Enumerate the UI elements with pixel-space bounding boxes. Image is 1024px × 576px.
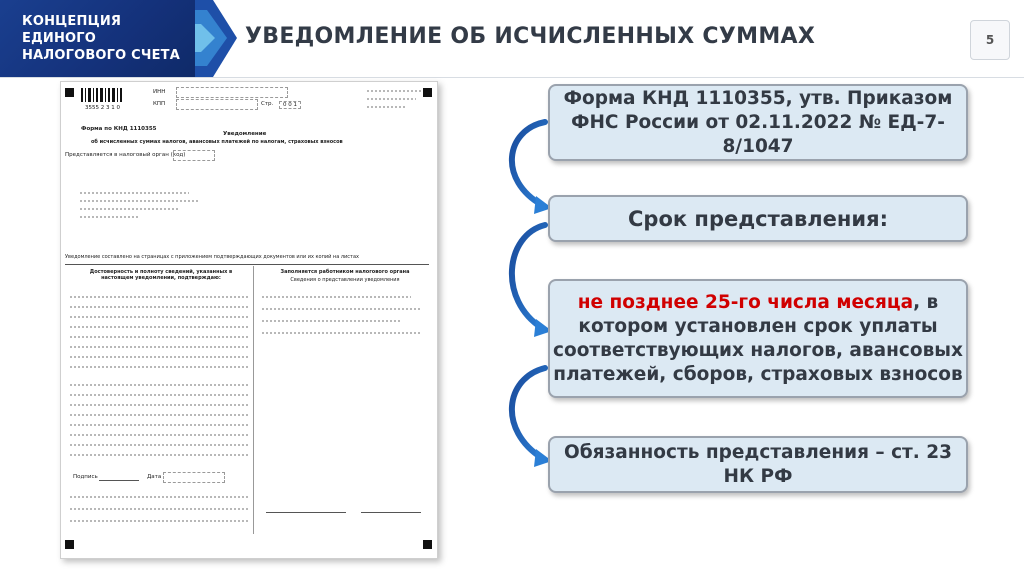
approval-stamp-text (366, 88, 421, 94)
grid-row (69, 334, 249, 340)
sign-label: Подпись (73, 474, 98, 480)
right-section-title: Заполняется работником налогового органа (280, 269, 410, 275)
grid-row (69, 344, 249, 350)
deadline-title: Срок представления: (628, 206, 888, 231)
grid-row (69, 294, 249, 300)
brand-text (22, 13, 180, 64)
grid-row (261, 330, 421, 336)
brand-decoration-icon (195, 0, 237, 77)
grid-row (69, 392, 249, 398)
grid-row (69, 452, 249, 458)
left-section-title: Достоверность и полноту сведений, указанных в настоящем уведомлении, подтверждаю: (89, 269, 233, 281)
approval-stamp-text (366, 96, 416, 102)
brand-line-2: ЕДИНОГО (22, 31, 97, 46)
form-code: Форма по КНД 1110355 (81, 126, 157, 132)
divider (253, 266, 254, 534)
inn-label: ИНН (153, 89, 166, 95)
text-line (79, 198, 199, 204)
brand-logo-block (0, 0, 197, 77)
date-cells (163, 472, 225, 483)
corner-marker-icon (423, 88, 432, 97)
grid-row (69, 432, 249, 438)
page-value: 0 0 1 (279, 101, 301, 109)
obligation-text: Обязанность представления – ст. 23 НК РФ (563, 441, 952, 487)
deadline-rest: , в котором установлен срок уплаты соответствующих налогов, авансовых платежей, сборов, страховых взносов (553, 291, 963, 385)
header-bar (0, 0, 1024, 78)
page-title: УВЕДОМЛЕНИЕ ОБ ИСЧИСЛЕННЫХ СУММАХ (245, 24, 816, 49)
text-line (79, 190, 189, 196)
corner-marker-icon (423, 540, 432, 549)
barcode-number: 3555 2 3 1 0 (85, 105, 120, 111)
obligation-card (548, 436, 968, 493)
corner-marker-icon (65, 540, 74, 549)
slide-number-badge: 5 (970, 20, 1010, 60)
grid-row (69, 506, 249, 512)
approval-stamp-text (366, 104, 406, 110)
barcode-icon (81, 88, 125, 104)
sign-line (266, 512, 346, 513)
grid-row (69, 314, 249, 320)
deadline-detail-text (550, 291, 966, 387)
kpp-label: КПП (153, 101, 166, 107)
grid-row (69, 324, 249, 330)
grid-row (261, 318, 401, 324)
grid-row (69, 364, 249, 370)
divider (65, 264, 429, 265)
tax-office-cells (173, 150, 215, 161)
corner-marker-icon (65, 88, 74, 97)
grid-row (69, 304, 249, 310)
page-label: Стр. (261, 101, 274, 107)
grid-row (69, 442, 249, 448)
grid-row (69, 494, 249, 500)
brand-line-3: НАЛОГОВОГО СЧЕТА (22, 48, 181, 63)
deadline-title-card (548, 195, 968, 242)
inn-cells (176, 87, 288, 98)
form-info-text: Форма КНД 1110355, утв. Приказом ФНС России от 02.11.2022 № ЕД-7-8/1047 (563, 87, 953, 157)
form-document-image (60, 81, 438, 559)
deadline-highlight: не позднее 25-го числа месяца (577, 291, 914, 313)
grid-row (261, 306, 421, 312)
kpp-cells (176, 99, 258, 110)
sign-line (99, 480, 139, 481)
submitted-to: Представляется в налоговый орган (код) (65, 152, 186, 158)
grid-row (261, 294, 411, 300)
grid-row (69, 518, 249, 524)
text-line (79, 214, 139, 220)
deadline-detail-card (548, 279, 968, 398)
form-info-card (548, 84, 968, 161)
text-line (79, 206, 179, 212)
grid-row (69, 354, 249, 360)
grid-row (69, 382, 249, 388)
date-label: Дата (147, 474, 162, 480)
grid-row (69, 402, 249, 408)
grid-row (69, 412, 249, 418)
brand-line-1: КОНЦЕПЦИЯ (22, 14, 122, 29)
form-heading-sub: об исчисленных суммах налогов, авансовых платежей по налогам, страховых взносов (91, 139, 343, 145)
form-heading: Уведомление (223, 131, 267, 137)
right-section-sub: Сведения о представлении уведомления (290, 277, 400, 283)
appendix-line: Уведомление составлено на страницах с приложением подтверждающих документов или их копий на листах (65, 254, 359, 260)
grid-row (69, 422, 249, 428)
sign-line (361, 512, 421, 513)
